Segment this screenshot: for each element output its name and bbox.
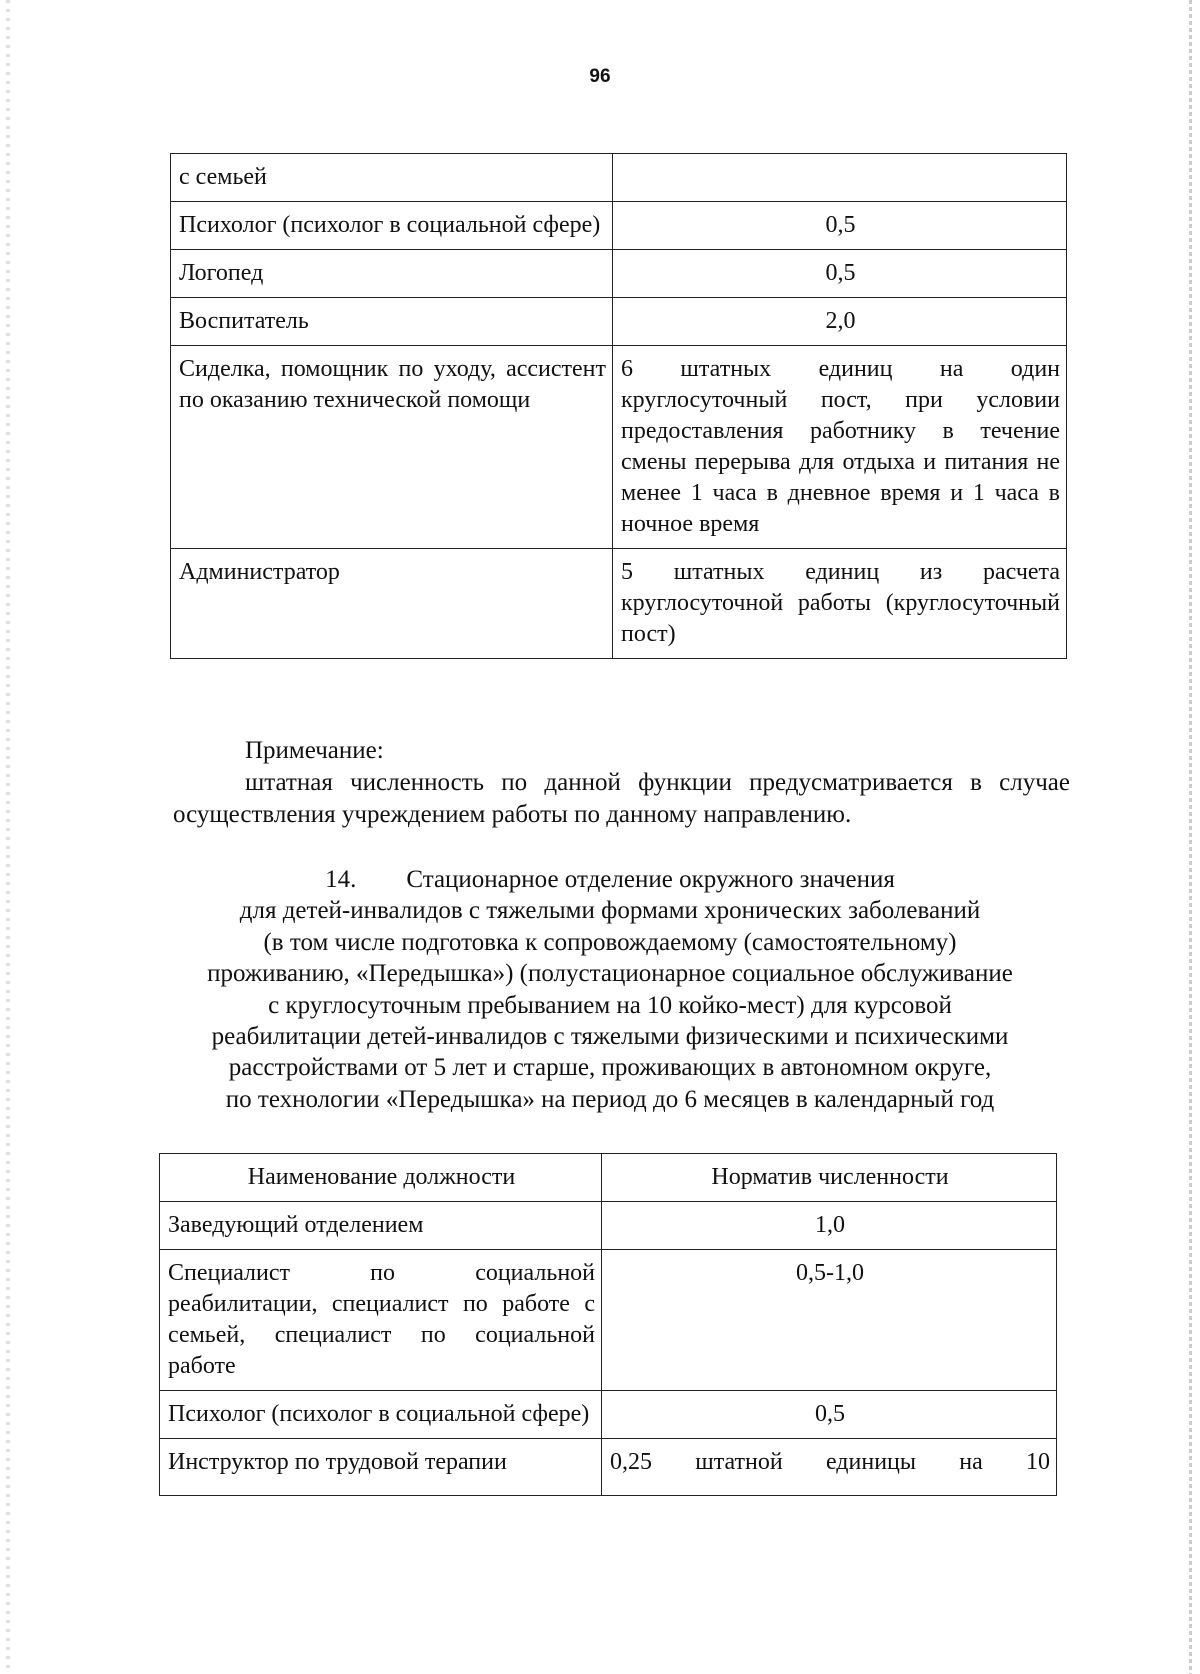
section-heading-line: по технологии «Передышка» на период до 6 месяцев в календарный год xyxy=(225,1085,995,1113)
position-cell: Администратор xyxy=(171,549,613,659)
table-row xyxy=(171,298,1067,346)
table-header-row xyxy=(160,1154,1057,1202)
staffing-table-continued xyxy=(170,153,1067,659)
section-heading-line: 14. Стационарное отделение окружного значения xyxy=(325,866,895,893)
table-row xyxy=(160,1202,1057,1250)
table-row xyxy=(171,549,1067,659)
norm-cell: 0,5 xyxy=(613,250,1067,298)
page-number: 96 xyxy=(589,66,611,87)
table-row xyxy=(160,1391,1057,1439)
note-title: Примечание: xyxy=(245,737,384,764)
column-header: Норматив численности xyxy=(602,1154,1057,1202)
table-row xyxy=(160,1250,1057,1391)
column-header: Наименование должности xyxy=(160,1154,602,1202)
table-row xyxy=(160,1439,1057,1496)
position-cell: Специалист по социальной реабилитации, специалист по работе с семьей, специалист по социальной работе xyxy=(160,1250,602,1391)
norm-cell: 5 штатных единиц из расчета круглосуточной работы (круглосуточный пост) xyxy=(613,549,1067,659)
norm-cell: 2,0 xyxy=(613,298,1067,346)
position-cell: Психолог (психолог в социальной сфере) xyxy=(160,1391,602,1439)
norm-cell: 0,5-1,0 xyxy=(602,1250,1057,1391)
scan-edge-left xyxy=(6,0,10,1674)
position-cell: Инструктор по трудовой терапии xyxy=(160,1439,602,1496)
section-heading-line: проживанию, «Передышка») (полустационарное социальное обслуживание xyxy=(207,960,1013,988)
norm-cell xyxy=(613,154,1067,202)
position-cell: с семьей xyxy=(171,154,613,202)
norm-cell: 0,5 xyxy=(602,1391,1057,1439)
section-heading-line: расстройствами от 5 лет и старше, проживающих в автономном округе, xyxy=(228,1054,992,1082)
table-row xyxy=(171,250,1067,298)
position-cell: Психолог (психолог в социальной сфере) xyxy=(171,202,613,250)
section-heading-line: (в том числе подготовка к сопровождаемому (самостоятельному) xyxy=(263,928,957,956)
position-cell: Воспитатель xyxy=(171,298,613,346)
norm-cell: 0,25 штатной единицы на 10 xyxy=(602,1439,1057,1496)
section-heading-line: с круглосуточным пребыванием на 10 койко-мест) для курсовой xyxy=(268,991,952,1019)
staffing-table xyxy=(159,1153,1057,1496)
scan-edge-right xyxy=(1189,0,1192,1674)
section-heading-line: для детей-инвалидов с тяжелыми формами хронических заболеваний xyxy=(239,897,981,925)
norm-cell: 6 штатных единиц на один круглосуточный пост, при условии предоставления работнику в течение смены перерыва для отдыха и питания не менее 1 часа в дневное время и 1 часа в ночное время xyxy=(613,346,1067,549)
norm-cell: 1,0 xyxy=(602,1202,1057,1250)
norm-cell: 0,5 xyxy=(613,202,1067,250)
position-cell: Сиделка, помощник по уходу, ассистент по оказанию технической помощи xyxy=(171,346,613,549)
table-row xyxy=(171,202,1067,250)
position-cell: Логопед xyxy=(171,250,613,298)
table-row xyxy=(171,346,1067,549)
section-heading-line: реабилитации детей-инвалидов с тяжелыми физическими и психическими xyxy=(211,1023,1009,1051)
section-heading xyxy=(160,864,1060,1115)
note-text: штатная численность по данной функции предусматривается в случае осуществления учреждением работы по данному направлению. xyxy=(173,769,1070,828)
position-cell: Заведующий отделением xyxy=(160,1202,602,1250)
table-row xyxy=(171,154,1067,202)
